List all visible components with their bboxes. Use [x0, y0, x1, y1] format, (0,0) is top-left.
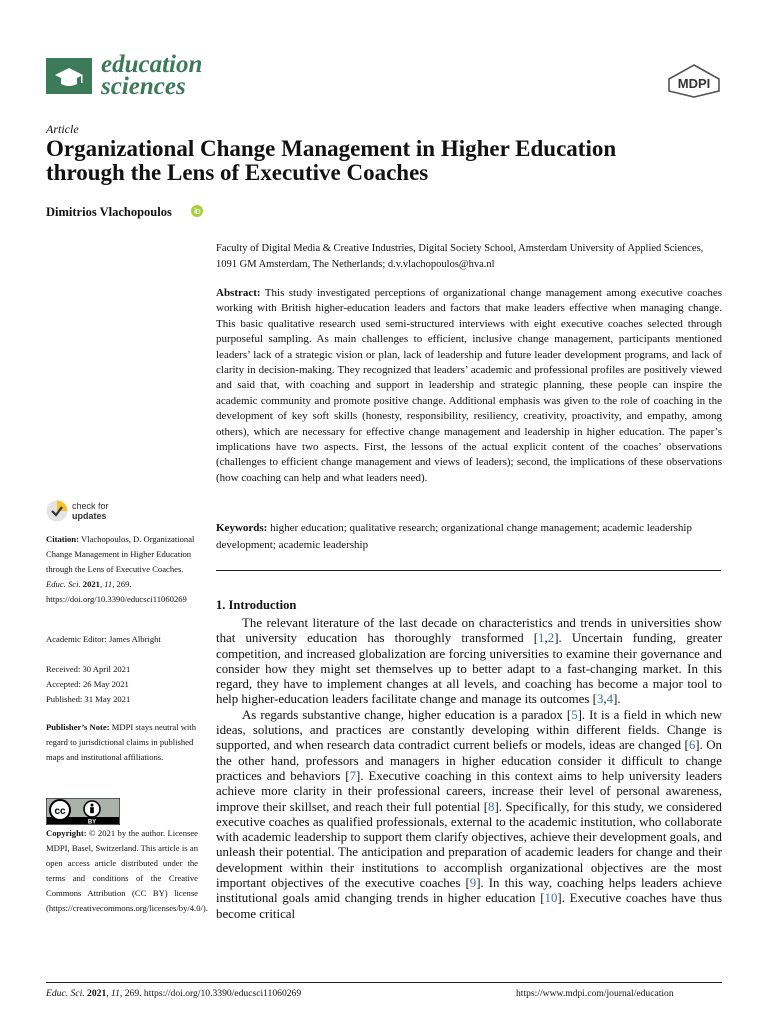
check-updates-line2: updates: [72, 511, 107, 521]
cc-by-license-icon[interactable]: [46, 798, 120, 825]
text-run: ]. In this way, coaching helps leaders achieve institutional goals amid changing trends in higher education [: [216, 876, 722, 906]
copyright-text: © 2021 by the author. Licensee MDPI, Basel, Switzerland. This article is an open access article distributed under the terms and conditions of the Creative Commons Attribution (CC BY) license (https://creativecommons.org/licenses/by/4.0/).: [46, 828, 208, 913]
text-run: As regards substantive change, higher education is a paradox [: [242, 707, 572, 722]
citation-label: Citation:: [46, 534, 79, 544]
copyright: [46, 826, 208, 916]
reference-link[interactable]: 5: [571, 707, 578, 722]
keywords-label: Keywords:: [216, 522, 268, 534]
abstract: [216, 286, 722, 486]
reference-link[interactable]: 8: [488, 799, 495, 814]
footer-journal-url[interactable]: https://www.mdpi.com/journal/education: [516, 988, 674, 999]
footer-citation: Educ. Sci. 2021, 11, 269. https://doi.org/10.3390/educsci11060269: [46, 988, 302, 999]
reference-link[interactable]: 3: [596, 692, 604, 707]
page-title: [46, 137, 726, 185]
publisher-name: MDPI: [677, 76, 711, 91]
reference-link[interactable]: 7: [349, 768, 357, 783]
footer-divider: [46, 982, 722, 983]
article-type: Article: [46, 122, 79, 136]
text-run: ]. Uncertain funding, greater competition, and increased globalization are forcing universities to examine their governance and consider how they might set themselves up to better adapt to a fast-changing market. In this regard, they have to implement changes at all levels, and coaching has become a major tool to help higher-education leaders facilitate change and manage its outcomes [: [216, 631, 722, 707]
abstract-label: Abstract:: [216, 287, 261, 299]
accepted-date: Accepted: 26 May 2021: [46, 679, 129, 689]
author-name[interactable]: Dimitrios Vlachopoulos: [46, 205, 172, 219]
footer-doi[interactable]: , 269. https://doi.org/10.3390/educsci11060269: [119, 988, 302, 999]
citation-doi[interactable]: , 269. https://doi.org/10.3390/educsci11060269: [46, 579, 187, 604]
academic-editor: Academic Editor: James Albright: [46, 634, 161, 644]
text-run: ]. On the other hand, professors and managers in higher education consider it difficult to change practices and behaviors [: [216, 738, 722, 783]
publisher-note: [46, 720, 198, 765]
mdpi-logo-icon: [667, 64, 721, 98]
publisher-note-label: Publisher’s Note:: [46, 722, 110, 732]
reference-link[interactable]: 4: [606, 692, 614, 707]
title-line1: Organizational Change Management in Higher Education: [46, 136, 617, 161]
footer-volume: 11: [111, 988, 120, 999]
citation-volume: 11: [104, 579, 113, 589]
body-text: [216, 616, 722, 922]
text-run: ]. Specifically, for this study, we considered executive coaches as qualified professionals, external to the academic institution, who collaborate with academic leadership to support them clarify objectives, achieve their development goals, and unleash their potential. The anticipation and preparation of academic leaders for change and their development within their institutions to accomplish organizational objectives are the most important objectives of the executive coaches [: [216, 799, 722, 891]
keywords: [216, 520, 722, 554]
copyright-label: Copyright:: [46, 828, 87, 838]
journal-name: [101, 51, 203, 100]
cc-by-text: BY: [87, 819, 97, 825]
affiliation: Faculty of Digital Media & Creative Industries, Digital Society School, Amsterdam University of Applied Sciences, 1091 GM Amsterdam, The Netherlands; d.v.vlachopoulos@hva.nl: [216, 243, 704, 270]
divider: [216, 570, 721, 571]
footer-year: 2021: [87, 988, 107, 999]
text-run: ]. Executive coaching in this context aims to help university leaders achieve more clarity in their professional careers, increase their level of personal awareness, improve their skillset, and reach their full potential [: [216, 768, 722, 814]
published-date: Published: 31 May 2021: [46, 694, 131, 704]
title-line2: through the Lens of Executive Coaches: [46, 160, 429, 185]
footer-journal: Educ. Sci.: [46, 988, 85, 999]
check-updates-label: [72, 501, 109, 521]
reference-link[interactable]: 1: [538, 631, 545, 646]
text-run: ].: [613, 692, 621, 707]
journal-logo-icon: [46, 58, 92, 94]
check-updates-icon: [46, 500, 68, 522]
paragraph: The relevant literature of the last decade on characteristics and trends in universities show that university education has thoroughly transformed [1,2]. Uncertain funding, greater competition, and increased globalization are forcing universities to examine their governance and consider how they might set themselves up to better adapt to a fast-changing market. In this regard, they have to implement changes at all levels, and coaching has become a major tool to help higher-education leaders facilitate change and manage its outcomes [3,4].: [216, 616, 722, 707]
publication-dates: [46, 662, 198, 707]
text-run: ]. It is a field in which new ideas, solutions, and practices are constantly developing within different fields. Change is supported, and when research data contradict current beliefs or models, ideas are changed [: [216, 707, 722, 753]
orcid-icon[interactable]: [191, 205, 203, 217]
keywords-text: higher education; qualitative research; organizational change management; academic leadership development; academic leadership: [216, 522, 692, 551]
reference-link[interactable]: 6: [688, 738, 696, 753]
journal-name-line2: sciences: [101, 73, 186, 100]
svg-text:cc: cc: [54, 806, 66, 817]
publisher-note-text: MDPI stays neutral with regard to jurisdictional claims in published maps and institutional affiliations.: [46, 722, 196, 762]
reference-link[interactable]: 2: [547, 631, 555, 646]
paragraph: [216, 708, 722, 922]
citation: Citation: Vlachopoulos, D. Organizational Change Management in Higher Education through the Lens of Executive Coaches. Educ. Sci. 2021, 11, 269. https://doi.org/10.3390/educsci11060269: [46, 534, 195, 604]
check-for-updates-button[interactable]: [46, 500, 166, 528]
journal-name-line1: education: [101, 51, 203, 78]
reference-link[interactable]: 9: [469, 876, 477, 891]
reference-link[interactable]: 10: [544, 891, 558, 906]
citation-year: 2021: [82, 579, 100, 589]
section-heading: 1. Introduction: [216, 598, 297, 612]
citation-text: Vlachopoulos, D. Organizational Change Management in Higher Education through the Lens of Executive Coaches.: [46, 534, 195, 574]
received-date: Received: 30 April 2021: [46, 664, 131, 674]
text-run: ]. Executive coaches have thus become critical: [216, 891, 722, 921]
check-updates-line1: check for: [72, 501, 109, 511]
abstract-text: This study investigated perceptions of organizational change management among executive coaches working with British higher-education leaders and factors that make leaders effective when managing change. This basic qualitative research used semi-structured interviews with eight executive coaches selected through purposeful sampling. As main challenges to efficient, inclusive change management, participants mentioned leaders’ lack of a strategic vision or plan, lack of leadership and future leader development programs, and lack of clarity in decision-making. They recognized that leaders’ academic and professional profiles are positively viewed and said that, with coaching and support in leadership and strategic planning, these people can inspire the academic community and promote positive change. Additional emphasis was given to the role of coaching in the development of key soft skills (honesty, responsibility, resiliency, creativity, proactivity, and empathy, among others), which are necessary for effective change management and leadership in higher education. The paper’s implications have two aspects. First, the lessons of the actual explicit content of the coaches’ observations (challenges to efficient change management and views of leaders); second, the implications of these observations (how coaching can help and what leaders need).: [216, 287, 722, 484]
text-run: The relevant literature of the last decade on characteristics and trends in universities show that university education has thoroughly transformed [: [216, 616, 722, 646]
citation-journal: Educ. Sci.: [46, 579, 81, 589]
